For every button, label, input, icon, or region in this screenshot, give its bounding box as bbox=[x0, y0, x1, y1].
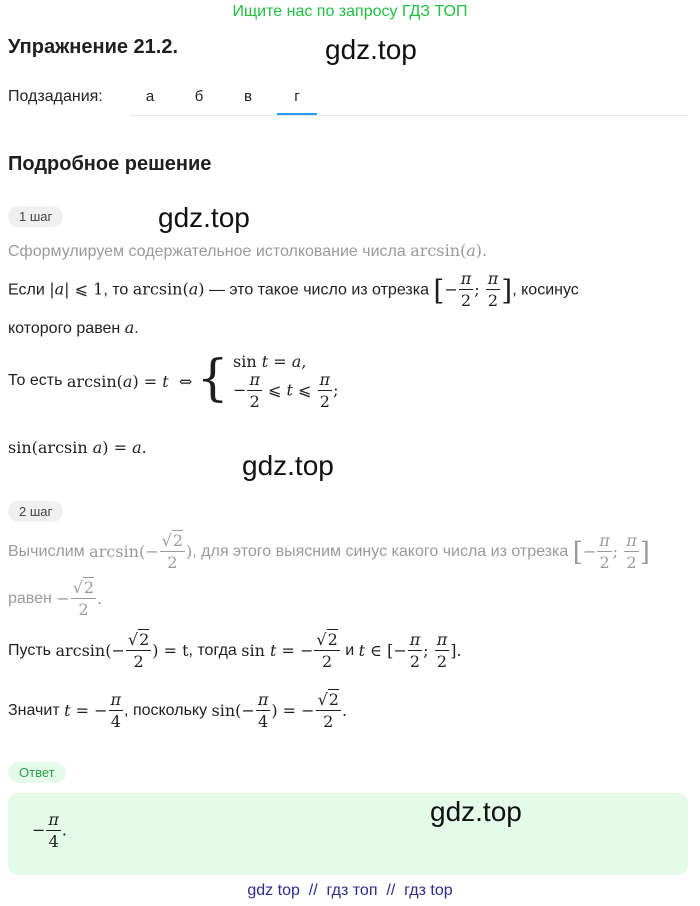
math-expression: − $\frac{√2}{2}$ . bbox=[56, 578, 103, 619]
brace-icon: { bbox=[196, 349, 229, 407]
math-interval: [− $\frac{\pi}{2}$ ; $\frac{\pi}{2}$ ] bbox=[433, 269, 513, 310]
step-badge: 1 шаг bbox=[8, 206, 63, 227]
step1-cosine-line: которого равен a. bbox=[8, 318, 139, 337]
tabs-divider bbox=[130, 115, 688, 116]
section-title: Подробное решение bbox=[8, 153, 212, 175]
tab-a[interactable]: а bbox=[145, 88, 155, 105]
subtasks-label: Подзадания: bbox=[8, 88, 103, 105]
math-expression: arcsin(− $\frac{√2}{2}$ ) bbox=[89, 531, 193, 572]
math-expression: arcsin(a) = t ⇔ bbox=[66, 371, 193, 391]
text-because: , поскольку bbox=[124, 702, 208, 719]
watermark: gdz.top bbox=[430, 796, 522, 827]
answer-value: − $\frac{\pi}{4}$ . bbox=[32, 810, 68, 851]
tab-b[interactable]: б bbox=[194, 88, 204, 105]
text-then: , тогда bbox=[188, 642, 237, 659]
math-expression: |a| ⩽ 1 bbox=[49, 279, 104, 299]
step2-equals bbox=[8, 580, 102, 618]
math-expression: arcsin(− $\frac{√2}{2}$ ) = t bbox=[55, 630, 189, 671]
search-banner: Ищите нас по запросу ГДЗ ТОП bbox=[232, 3, 468, 20]
text-if: Если bbox=[8, 281, 45, 299]
watermark: gdz.top bbox=[158, 202, 250, 233]
watermark: gdz.top bbox=[325, 34, 417, 65]
exercise-title: Упражнение 21.2. bbox=[8, 36, 179, 58]
math-expression: arcsin(a) bbox=[132, 279, 205, 299]
math-expression: arcsin(a). bbox=[410, 241, 488, 260]
text-to: , то bbox=[103, 281, 129, 299]
math-interval: [− $\frac{\pi}{2}$ ; $\frac{\pi}{2}$ ] bbox=[572, 531, 650, 572]
step2-therefore bbox=[8, 692, 347, 730]
step1-intro bbox=[8, 241, 487, 261]
watermark: gdz.top bbox=[242, 450, 334, 481]
step1-identity: sin(arcsin a) = a. bbox=[8, 438, 147, 457]
tab-v[interactable]: в bbox=[244, 88, 252, 105]
math-variable: a bbox=[124, 318, 135, 337]
math-system: sin t = a, − $\frac{\pi}{2}$ ⩽ t ⩽ $\frac{\pi}{2}$ ; bbox=[233, 352, 339, 411]
step2-intro bbox=[8, 533, 650, 571]
text-therefore: Значит bbox=[8, 702, 60, 719]
footer-links: gdz top // гдз топ // гдз top bbox=[247, 882, 453, 899]
text-that-is: То есть bbox=[8, 372, 63, 389]
text-and: и bbox=[345, 642, 355, 659]
math-expression: sin(− $\frac{\pi}{4}$ ) = − $\frac{√2}{2}$ . bbox=[211, 690, 348, 731]
step1-condition bbox=[8, 271, 579, 309]
text-let: Пусть bbox=[8, 642, 51, 659]
math-interval: t ∈ [− $\frac{\pi}{2}$ ; $\frac{\pi}{2}$ ]. bbox=[358, 630, 462, 671]
active-tab-indicator bbox=[277, 113, 317, 115]
text-for-this: , для этого выясним синус какого числа из отрезка bbox=[192, 543, 569, 560]
step1-system bbox=[8, 349, 339, 411]
text-equals: равен bbox=[8, 590, 52, 607]
text-compute: Вычислим bbox=[8, 543, 85, 560]
step1-intro-text: Сформулируем содержательное истолкование числа bbox=[8, 243, 406, 260]
step-badge: 2 шаг bbox=[8, 501, 63, 522]
math-expression: sin t = − $\frac{√2}{2}$ bbox=[241, 630, 338, 671]
text-which-equals: которого равен bbox=[8, 320, 121, 337]
answer-badge: Ответ bbox=[8, 762, 66, 783]
answer-box bbox=[8, 793, 688, 875]
text-cosine: , косинус bbox=[512, 281, 579, 299]
tab-g[interactable]: г bbox=[294, 88, 300, 105]
text-interval: — это такое число из отрезка bbox=[208, 281, 429, 299]
step2-let bbox=[8, 632, 462, 670]
math-expression: t = − $\frac{\pi}{4}$ bbox=[64, 690, 122, 731]
